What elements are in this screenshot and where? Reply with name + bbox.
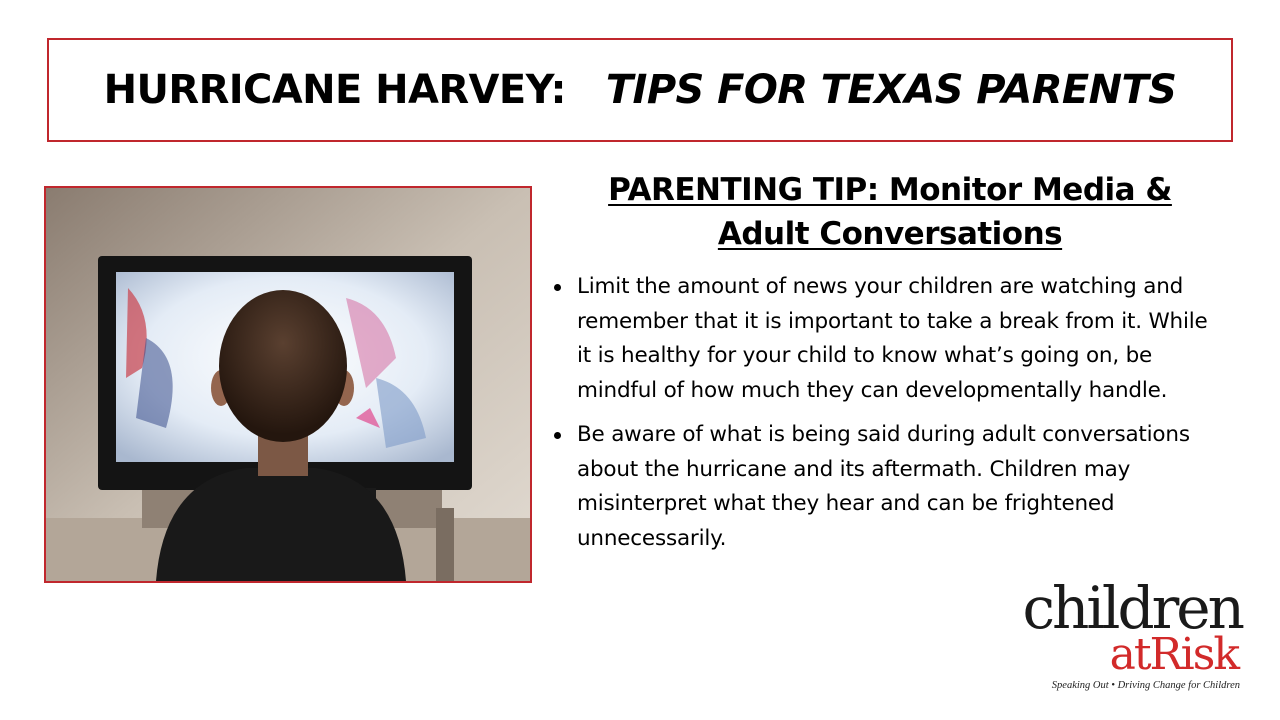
logo-tagline: Speaking Out • Driving Change for Children xyxy=(1051,680,1240,691)
children-at-risk-logo xyxy=(1014,574,1246,698)
bullet-text: Limit the amount of news your children are watching and remember that it is important to take a break from it. While it is healthy for your child to know what’s going on, be mindful of how much they can developmentally handle. xyxy=(577,274,1208,403)
tip-bullet-list xyxy=(552,270,1228,566)
logo-word-children: children xyxy=(1022,574,1242,642)
bullet-item xyxy=(552,418,1228,556)
bullet-text: Be aware of what is being said during adult conversations about the hurricane and its aftermath. Children may misinterpret what they hear and can be frightened unnecessarily. xyxy=(577,422,1190,551)
tip-heading-line-1: PARENTING TIP: Monitor Media & xyxy=(608,172,1172,208)
tip-heading xyxy=(560,168,1220,256)
slide-title xyxy=(104,67,1177,113)
title-box xyxy=(47,38,1233,142)
bullet-dot-icon xyxy=(554,432,561,439)
title-part-2: TIPS FOR TEXAS PARENTS xyxy=(605,67,1177,113)
bullet-item xyxy=(552,270,1228,408)
title-part-1: HURRICANE HARVEY: xyxy=(103,67,566,113)
child-watching-tv-photo xyxy=(44,186,532,583)
bullet-dot-icon xyxy=(554,284,561,291)
tip-heading-line-2: Adult Conversations xyxy=(717,216,1063,252)
logo-word-at-risk: atRisk xyxy=(1109,629,1238,680)
